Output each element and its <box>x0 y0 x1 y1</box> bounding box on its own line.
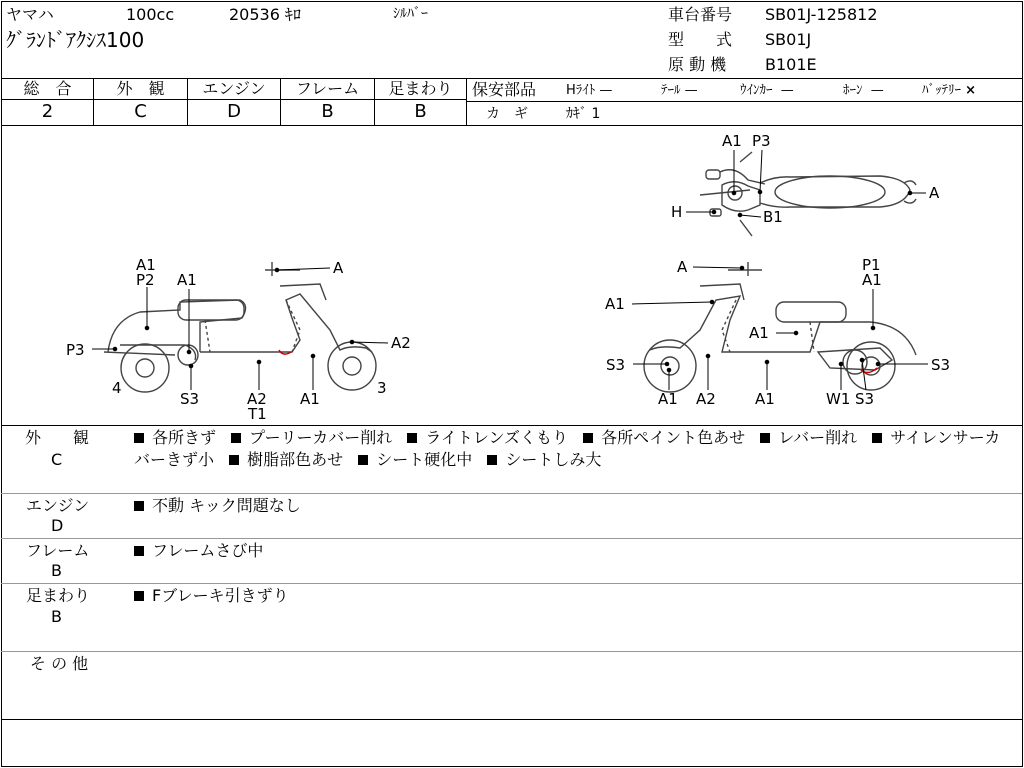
note-divider <box>1 719 1022 720</box>
grade-suspension-value: B <box>414 101 427 122</box>
note-engine-label: エンジン <box>26 496 90 515</box>
diag-label: S3 <box>180 390 200 408</box>
key-value: ｶｷﾞ 1 <box>566 106 601 122</box>
diag-label: S3 <box>931 356 951 374</box>
key-label: カ ギ <box>486 106 528 122</box>
diag-label: A <box>929 184 940 202</box>
frame-no-label: 車台番号 <box>668 5 733 24</box>
grade-engine-value: D <box>227 101 241 122</box>
grade-suspension-label: 足まわり <box>388 79 453 98</box>
type-value: SB01J <box>765 30 812 49</box>
diag-label: P1 <box>862 256 881 274</box>
mileage: 20536 ｷﾛ <box>229 5 301 24</box>
diag-label: A1 <box>136 256 156 274</box>
note-exterior-label: 外 観 <box>25 428 90 447</box>
grade-row-midline <box>1 99 467 100</box>
frame-no: SB01J-125812 <box>765 5 878 24</box>
diag-label: H <box>671 203 683 221</box>
diag-label: A <box>677 258 688 276</box>
note-frame-grade: B <box>51 561 62 580</box>
diag-label: W1 <box>826 390 851 408</box>
note-divider <box>1 651 1022 652</box>
diag-label: P2 <box>136 271 155 289</box>
diag-label: P3 <box>66 341 85 359</box>
diag-label: B1 <box>763 208 783 226</box>
note-frame-label: フレーム <box>26 541 90 560</box>
engine-value: B101E <box>765 55 817 74</box>
safety-label: 保安部品 <box>472 80 537 99</box>
diag-label: A2 <box>696 390 716 408</box>
diagram-bottom <box>1 425 1022 426</box>
note-divider <box>1 493 1022 494</box>
diag-label: T1 <box>248 405 267 423</box>
safety-winker: ｳｲﾝｶｰ — <box>740 83 794 98</box>
safety-row-midline <box>466 101 1022 102</box>
note-divider <box>1 583 1022 584</box>
note-other-label: そ の 他 <box>30 654 89 673</box>
type-label: 型 式 <box>668 30 733 49</box>
grade-frame-label: フレーム <box>295 79 360 98</box>
diag-label: A2 <box>391 334 411 352</box>
safety-tail: ﾃｰﾙ — <box>661 83 698 98</box>
safety-battery: ﾊﾞｯﾃﾘｰ × <box>922 83 977 98</box>
diag-label: S3 <box>606 356 626 374</box>
maker: ヤマハ <box>6 5 54 24</box>
note-engine-items: 不動 キック問題なし <box>134 495 311 517</box>
diag-label: A1 <box>749 324 769 342</box>
note-suspension-items: Fブレーキ引きずり <box>134 585 299 607</box>
note-suspension-label: 足まわり <box>26 586 91 605</box>
grade-total-label: 総 合 <box>23 79 72 98</box>
diag-label: A1 <box>177 271 197 289</box>
diag-label: P3 <box>752 132 771 150</box>
diag-label: A1 <box>300 390 320 408</box>
diag-label: A1 <box>605 295 625 313</box>
damage-diagram <box>0 126 1024 426</box>
grade-exterior-value: C <box>134 101 147 122</box>
diag-label: A1 <box>722 132 742 150</box>
note-exterior-grade: C <box>51 450 63 469</box>
grade-exterior-label: 外 観 <box>116 79 165 98</box>
grade-engine-label: エンジン <box>202 79 266 98</box>
model-name: ｸﾞﾗﾝﾄﾞｱｸｼｽ100 <box>6 28 145 52</box>
grade-frame-value: B <box>321 101 334 122</box>
note-divider <box>1 538 1022 539</box>
note-engine-grade: D <box>51 516 64 535</box>
diag-label: 3 <box>377 379 387 397</box>
color: ｼﾙﾊﾞｰ <box>393 6 428 22</box>
diag-label: A1 <box>658 390 678 408</box>
diag-label: 4 <box>112 379 122 397</box>
battery-status: × <box>965 83 977 98</box>
note-suspension-grade: B <box>51 607 62 626</box>
note-exterior-items: 各所きず プーリーカバー削れ ライトレンズくもり 各所ペイント色あせ レバー削れ サイレンサーカバーきず小 樹脂部色あせ シート硬化中 シートしみ大 <box>134 428 1001 469</box>
diag-label: A1 <box>755 390 775 408</box>
diag-label: S3 <box>855 390 875 408</box>
displacement: 100cc <box>126 5 175 24</box>
grade-total-value: 2 <box>41 101 54 122</box>
note-frame-items: フレームさび中 <box>134 540 273 562</box>
engine-label: 原 動 機 <box>668 55 727 74</box>
diag-label: A1 <box>862 271 882 289</box>
safety-horn: ﾎｰﾝ — <box>843 83 884 98</box>
diag-label: A2 <box>247 390 267 408</box>
diag-label: A <box>333 259 344 277</box>
safety-headlight: Hﾗｲﾄ — <box>566 83 613 98</box>
